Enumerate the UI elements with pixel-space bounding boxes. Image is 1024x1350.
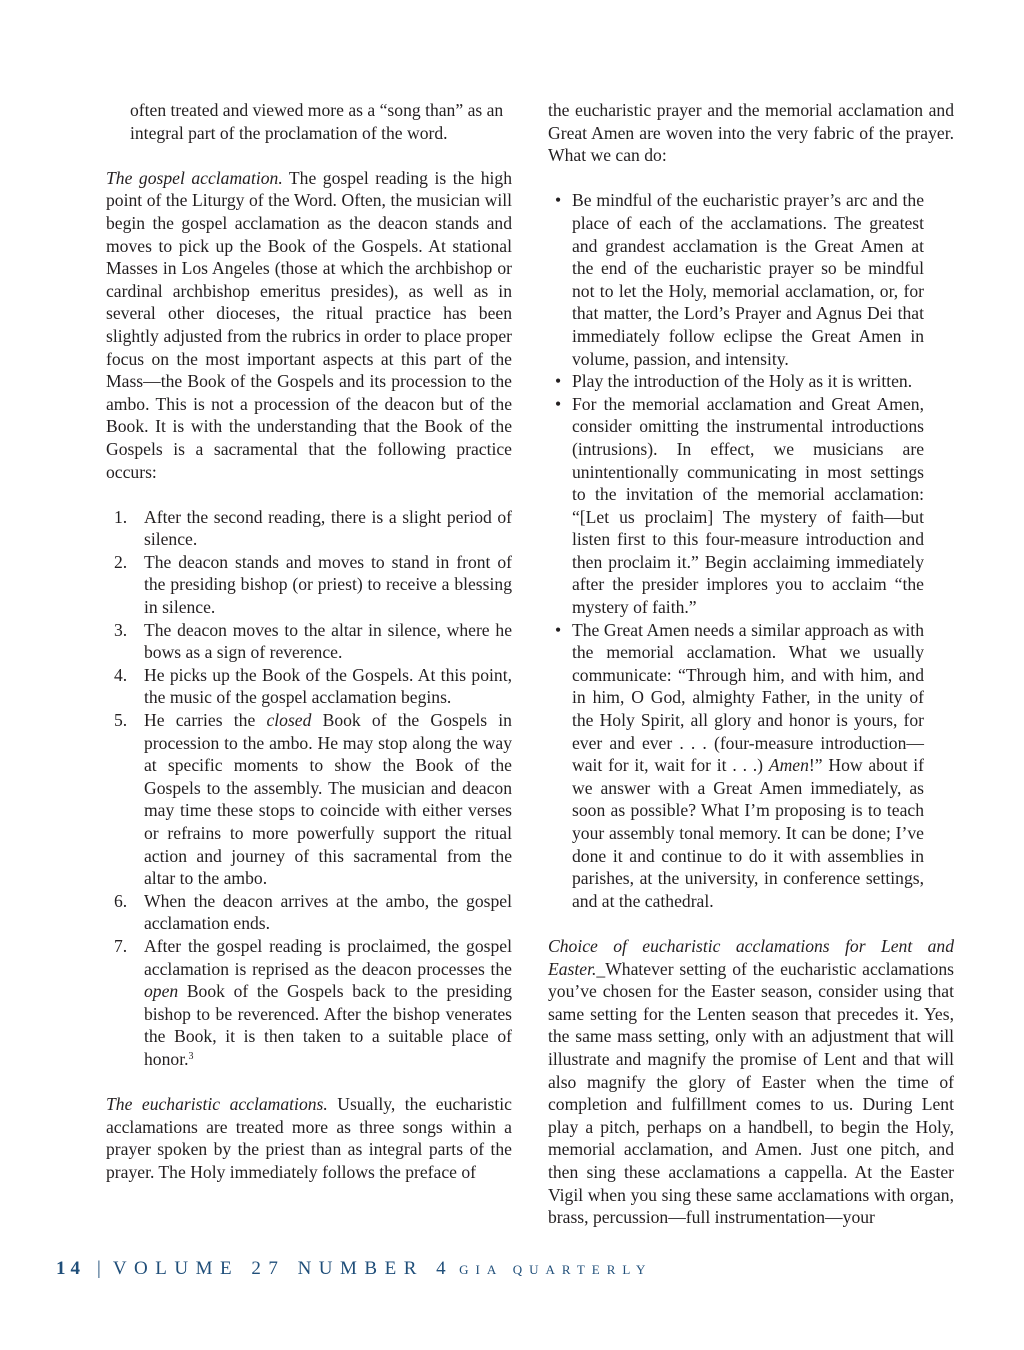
right-column [548, 99, 954, 1229]
list-item: 5. He carries the closed Book of the Gospels in procession to the ambo. He may stop along the way at specific moments to show the Book of the Gospels to the assembly. The musician and deacon may time these stops to coincide with either verses or refrains to more powerfully support the ritual action and journey of this sacramental from the altar to the ambo. [114, 710, 512, 889]
eucharistic-acclamations-heading: The eucharistic acclamations. [106, 1094, 328, 1115]
lent-easter-paragraph: Choice of eucharistic acclamations for Lent and Easter._Whatever setting of the eucharistic acclamations you’ve chosen for the Easter season, consider using that same setting for the Lenten season that precedes it. Yes, the same mass setting, only with an adjustment that will illustrate and magnify the promise of Lent and that will also magnify the glory of Easter when the time of completion and fulfillment comes to us. During Lent play a pitch, perhaps on a handbell, to begin the Holy, memorial acclamation, and Amen. Just one pitch, and then sing these acclamations a cappella. At the Easter Vigil when you sing these same acclamations with organ, brass, percussion—full instrumentation—your [548, 935, 954, 1228]
gospel-acclamation-paragraph [106, 167, 512, 483]
recommendations-list [548, 189, 954, 912]
list-item: 4. He picks up the Book of the Gospels. At this point, the music of the gospel acclamation begins. [114, 664, 512, 708]
page-number: 14 [56, 1258, 85, 1279]
list-item: 7. After the gospel reading is proclaimed, the gospel acclamation is reprised as the deacon processes the open Book of the Gospels back to the presiding bishop to be reverenced. After the bishop venerates the Book, it is then taken to a suitable place of honor.$^3$ [114, 935, 512, 1069]
left-column [106, 99, 512, 1184]
procession-steps-list [106, 506, 512, 1071]
list-item: • Be mindful of the eucharistic prayer’s arc and the place of each of the acclamations. The greatest and grandest acclamation is the Great Amen at the end of the eucharistic prayer so be mindful not to let the Holy, memorial acclamation, or, for that matter, the Lord’s Prayer and Agnus Dei that immediately follow eclipse the Great Amen in volume, passion, and intensity. [555, 190, 924, 369]
list-item: 2. The deacon stands and moves to stand in front of the presiding bishop (or priest) to receive a blessing in silence. [114, 551, 512, 618]
gospel-acclamation-heading: The gospel acclamation. [106, 167, 283, 188]
eucharistic-acclamations-paragraph: The eucharistic acclamations. Usually, the eucharistic acclamations are treated more as three songs within a prayer spoken by the priest than as integral parts of the prayer. The Holy immediately follows the preface of [106, 1094, 512, 1182]
list-item: 3. The deacon moves to the altar in silence, where he bows as a sign of reverence. [114, 619, 512, 663]
footer-separator: | [97, 1258, 101, 1279]
bullet-icon: • [555, 619, 562, 640]
list-item: • For the memorial acclamation and Great Amen, consider omitting the instrumental introductions (intrusions). In effect, we musicians are unintentionally communicating in most settings to the invitation of the memorial acclamation: “[Let us proclaim] The mystery of faith—but listen first to this four-measure introduction and then proclaim it.” Begin acclaiming immediately after the presider implores you to acclaim “the mystery of faith.” [555, 393, 924, 618]
gospel-acclamation-text: The gospel reading is the high point of the Liturgy of the Word. Often, the musician will begin the gospel acclamation as the deacon stands and moves to pick up the Book of the Gospels. At stational Masses in Los Angeles (those at which the archbishop or cardinal archbishop emeritus presides), as well as in several other dioceses, the ritual practice has been slightly adjusted from the rubrics in order to place proper focus on the most important aspects at this part of the Mass—the Book of the Gospels and its procession to the ambo. This is not a procession of the deacon but of the Book. It is with the understanding that the Book of the Gospels is a sacramental that the following practice occurs: [106, 167, 512, 482]
lent-easter-heading: Choice of eucharistic acclamations for Lent and Easter. [548, 935, 954, 979]
publication-name: GIA QUARTERLY [459, 1262, 653, 1277]
list-item: • The Great Amen needs a similar approach as with the memorial acclamation. What we usually communicate: “Through him, and with him, and in him, O God, almighty Father, in the unity of the Holy Spirit, all glory and honor is yours, for ever and ever . . . (four-measure introduction—wait for it, wait for it . . .) Amen!” How about if we answer with a Great Amen immediately, as soon as possible? What I’m proposing is to teach your assembly tonal memory. It can be done; I’ve done it and continue to do it with assemblies in parishes, at the university, in conference settings, and at the cathedral. [555, 619, 925, 911]
page-footer [56, 1258, 652, 1280]
eucharistic-continuation: the eucharistic prayer and the memorial acclamation and Great Amen are woven into the very fabric of the prayer. What we can do: [548, 100, 954, 166]
volume-label: VOLUME 27 NUMBER 4 [112, 1258, 454, 1279]
bullet-icon: • [555, 190, 562, 211]
footnote-marker: 3 [188, 1050, 194, 1062]
list-item: 6. When the deacon arrives at the ambo, the gospel acclamation ends. [114, 890, 512, 934]
list-item: • Play the introduction of the Holy as it is written. [555, 371, 913, 392]
bullet-icon: • [555, 393, 562, 414]
intro-quote-continuation: often treated and viewed more as a “song than” as an integral part of the proclamation of the word. [130, 100, 504, 143]
bullet-icon: • [555, 371, 562, 392]
list-item: 1. After the second reading, there is a slight period of silence. [114, 506, 512, 550]
